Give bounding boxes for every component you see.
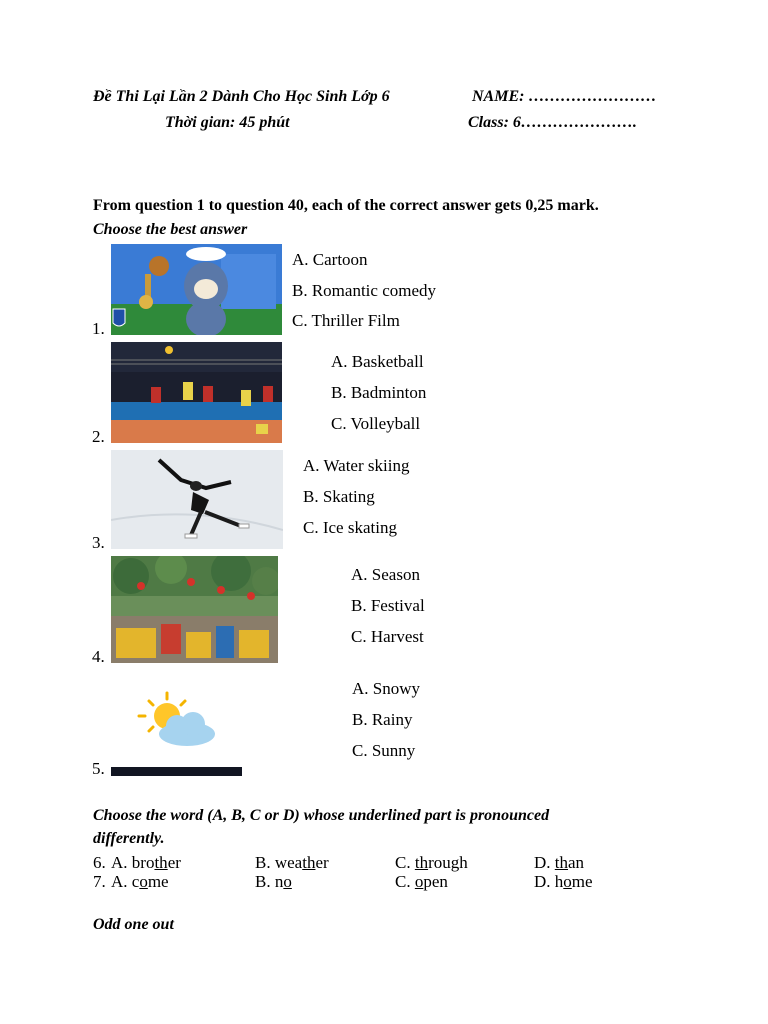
question-number: 1. (92, 319, 105, 338)
option-3a[interactable]: A. Water skiing (303, 456, 410, 475)
option-5a[interactable]: A. Snowy (352, 679, 421, 698)
ice-skating-image (111, 450, 283, 549)
option-7b[interactable]: B. no (255, 872, 292, 891)
option-5b[interactable]: B. Rainy (352, 710, 413, 729)
question-number: 2. (92, 427, 105, 446)
question-number: 7. (93, 872, 106, 891)
option-4b[interactable]: B. Festival (351, 596, 425, 615)
pronunciation-instruction: Choose the word (A, B, C or D) whose underlined part is pronounced (93, 807, 550, 824)
option-7c[interactable]: C. open (395, 872, 448, 891)
option-2b[interactable]: B. Badminton (331, 383, 427, 402)
scoring-instruction: From question 1 to question 40, each of the correct answer gets 0,25 mark. (93, 197, 599, 214)
option-2a[interactable]: A. Basketball (331, 352, 424, 371)
question-number: 6. (93, 853, 106, 872)
option-1c[interactable]: C. Thriller Film (292, 311, 400, 330)
option-3c[interactable]: C. Ice skating (303, 518, 397, 537)
exam-time: Thời gian: 45 phút (165, 114, 290, 131)
option-4a[interactable]: A. Season (351, 565, 420, 584)
exam-title: Đề Thi Lại Lần 2 Dành Cho Học Sinh Lớp 6 (93, 88, 390, 105)
option-3b[interactable]: B. Skating (303, 487, 375, 506)
option-6b[interactable]: B. weather (255, 853, 329, 872)
option-6d[interactable]: D. than (534, 853, 585, 872)
festival-image (111, 556, 278, 663)
volleyball-image (111, 342, 282, 443)
pronunciation-instruction-cont: differently. (93, 830, 165, 847)
question-number: 4. (92, 647, 105, 666)
question-number: 5. (92, 759, 105, 778)
option-5c[interactable]: C. Sunny (352, 741, 416, 760)
class-field-label: Class: 6…………………. (468, 114, 637, 131)
option-7d[interactable]: D. home (534, 872, 593, 891)
section-heading-odd-one-out: Odd one out (93, 916, 174, 933)
option-1b[interactable]: B. Romantic comedy (292, 281, 437, 300)
sun-cloud-icon (135, 690, 219, 748)
option-4c[interactable]: C. Harvest (351, 627, 424, 646)
section-heading-best-answer: Choose the best answer (93, 221, 248, 238)
cartoon-image (111, 244, 282, 335)
image-strip (111, 767, 242, 776)
option-6a[interactable]: A. brother (111, 853, 181, 872)
option-7a[interactable]: A. come (111, 872, 169, 891)
question-number: 3. (92, 533, 105, 552)
option-6c[interactable]: C. through (395, 853, 468, 872)
option-1a[interactable]: A. Cartoon (292, 250, 368, 269)
name-field-label: NAME: …………………… (472, 88, 657, 105)
option-2c[interactable]: C. Volleyball (331, 414, 421, 433)
